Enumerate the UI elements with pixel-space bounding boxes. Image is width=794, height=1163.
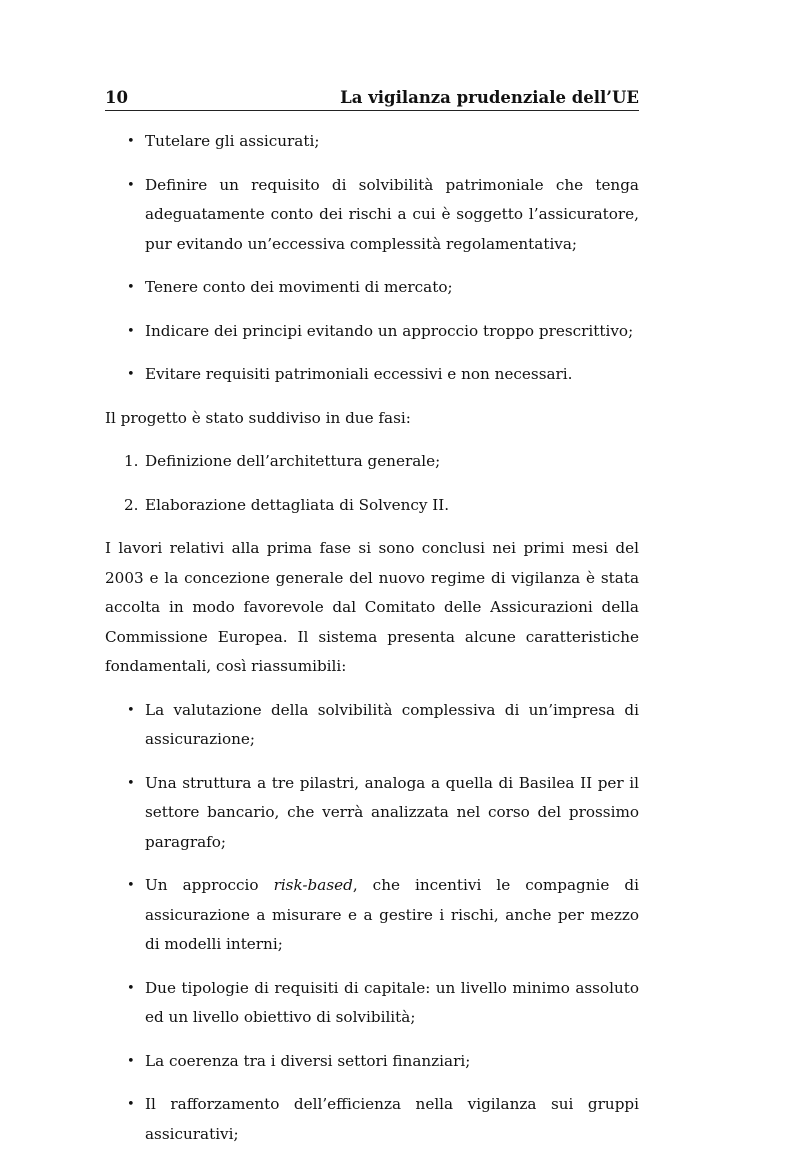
bullet-icon: • [127,1053,135,1069]
numbered-item: 2. Elaborazione dettagliata di Solvency II. [124,495,450,514]
bullet-icon: • [127,367,135,382]
list-item: • La coerenza tra i diversi settori finanziari; [105,1047,639,1077]
list-item: • Tutelare gli assicurati; [105,127,639,157]
paragraph: Il progetto è stato suddiviso in due fasi: [105,408,411,427]
paragraph: I lavori relativi alla prima fase si sono conclusi nei primi mesi del 2003 e la concezione generale del nuovo regime di vigilanza è stata accolta in modo favorevole dal Comitato delle Assicurazioni della Commissione Europea. Il sistema presenta alcune caratteristiche fondamentali, così riassumibili: [105,539,639,675]
features-list [105,696,639,1150]
bullet-icon: • [127,280,135,295]
list-item: • Una struttura a tre pilastri, analoga a quella di Basilea II per il settore bancario, che verrà analizzata nel corso del prossimo paragrafo; [105,769,639,858]
numbered-item: 1. Definizione dell’architettura generale; [124,452,441,470]
phases-list [105,447,639,520]
bullet-icon: • [127,1097,135,1112]
running-header [105,88,639,111]
bullet-icon: • [127,323,135,339]
list-item: • Indicare dei principi evitando un approccio troppo prescrittivo; [105,317,639,347]
document-page [105,88,639,1163]
list-item: • Due tipologie di requisiti di capitale: un livello minimo assoluto ed un livello obiettivo di solvibilità; [105,974,639,1033]
list-item: • Tenere conto dei movimenti di mercato; [105,273,639,303]
objectives-list [105,127,639,390]
list-item: • La valutazione della solvibilità complessiva di un’impresa di assicurazione; [105,696,639,755]
bullet-icon: • [127,980,135,996]
bullet-icon: • [127,775,135,791]
page-number: 10 [105,88,128,107]
bullet-icon: • [127,878,135,893]
list-item: • Evitare requisiti patrimoniali eccessivi e non necessari. [105,360,639,390]
bullet-icon: • [127,702,135,718]
list-item: • Il rafforzamento dell’efficienza nella vigilanza sui gruppi assicurativi; [105,1090,639,1149]
chapter-title: La vigilanza prudenziale dell’UE [340,88,639,107]
list-item: • Un approccio risk-based, che incentivi le compagnie di assicurazione a misurare e a gestire i rischi, anche per mezzo di modelli interni; [105,871,639,960]
bullet-icon: • [127,134,135,149]
bullet-icon: • [127,177,135,193]
emphasis: risk-based [273,876,353,894]
list-item: • Definire un requisito di solvibilità patrimoniale che tenga adeguatamente conto dei rischi a cui è soggetto l’assicuratore, pur evitando un’eccessiva complessità regolamentativa; [105,171,639,260]
body-text [105,127,639,1149]
